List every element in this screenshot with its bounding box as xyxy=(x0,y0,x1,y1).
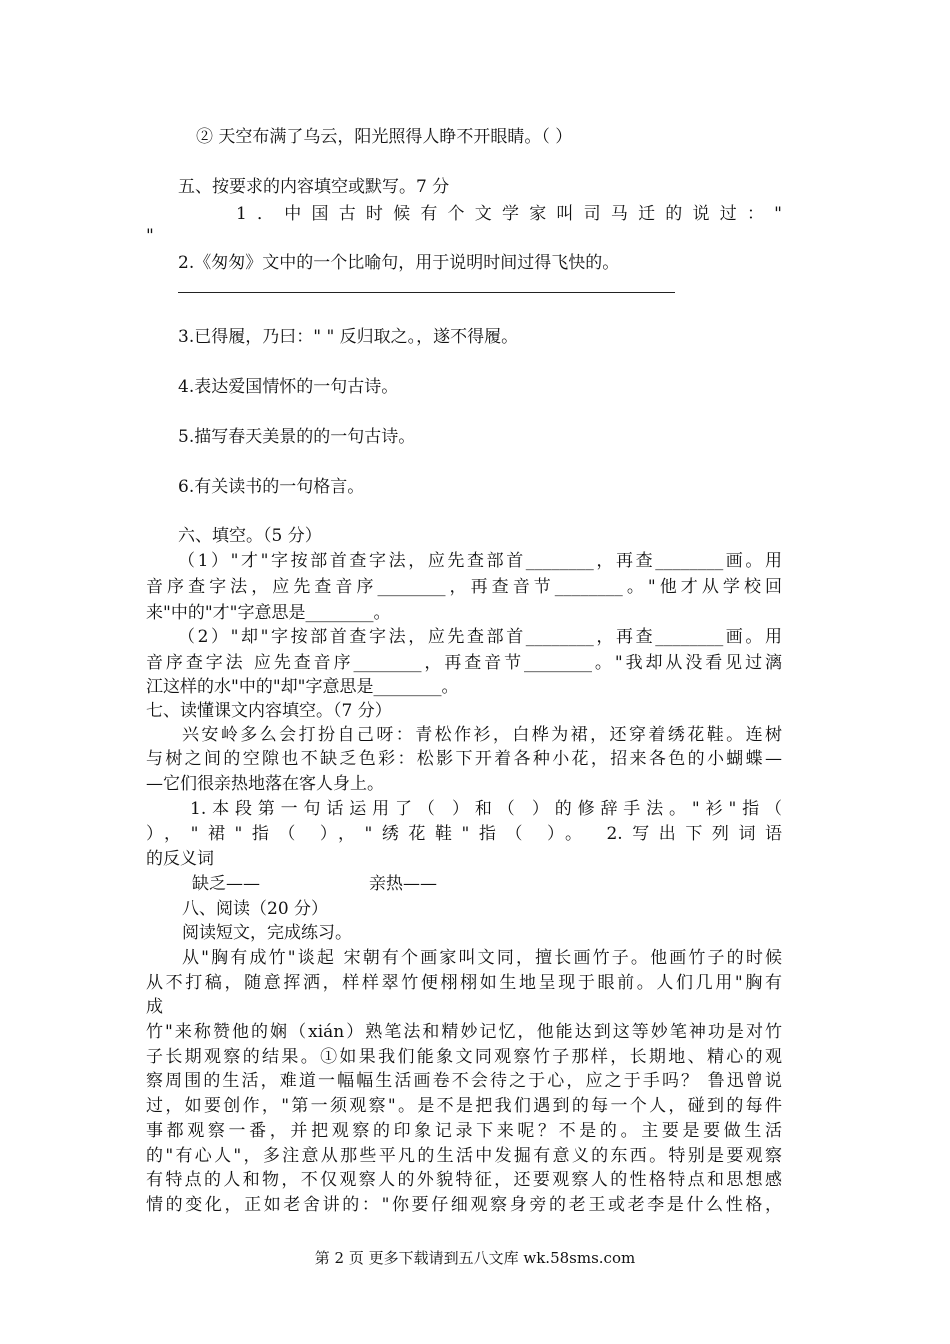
page-footer: 第 2 页 更多下载请到五八文库 wk.58sms.com xyxy=(314,1249,636,1267)
antonym-2: 亲热—— xyxy=(369,874,437,894)
section-7-para-line-2: 与树之间的空隙也不缺乏色彩：松影下开着各种小花，招来各色的小蝴蝶— xyxy=(146,749,782,769)
section-7-question-line-2: ），"裙"指（ ），"绣花鞋"指（ ）。 2.写出下列词语 xyxy=(146,824,782,844)
answer-line[interactable] xyxy=(178,292,675,293)
section-8-title: 八、阅读（20 分） xyxy=(182,899,329,919)
section-5-item-2: 2.《匆匆》文中的一个比喻句，用于说明时间过得飞快的。 xyxy=(178,253,620,273)
passage-line-9: 的"有心人"，多注意从那些平凡的生活中发掘有意义的东西。特别是要观察 xyxy=(146,1146,782,1166)
passage-line-10: 有特点的人和物，不仅观察人的外貌特征，还要观察人的性格特点和思想感 xyxy=(146,1170,782,1190)
section-6-part-2-line-3: 江这样的水"中的"却"字意思是________。 xyxy=(146,677,459,697)
section-7-para-line-3: —它们很亲热地落在客人身上。 xyxy=(146,774,384,794)
section-5-item-3: 3.已得履，乃曰：" " 反归取之。，遂不得履。 xyxy=(178,327,519,347)
passage-line-8: 事都观察一番，并把观察的印象记录下来呢？不是的。主要是要做生活 xyxy=(146,1121,782,1141)
section-6-part-2-line-2: 音序查字法 应先查音序________，再查音节________。"我却从没看见过漓 xyxy=(146,653,782,673)
section-5-item-5: 5.描写春天美景的的一句古诗。 xyxy=(178,427,416,447)
question-4-item-2: ② 天空布满了乌云，阳光照得人睁不开眼睛。（ ） xyxy=(196,127,573,147)
section-8-intro: 阅读短文，完成练习。 xyxy=(182,923,352,943)
section-6-part-2-line-1: （2）"却"字按部首查字法，应先查部首________，再查________画。用 xyxy=(178,627,782,647)
passage-line-7: 过，如要创作，"第一须观察"。是不是把我们遇到的每一个人，碰到的每件 xyxy=(146,1096,782,1116)
section-7-question-line-1: 1.本段第一句话运用了（ ）和（ ）的修辞手法。"衫"指（ xyxy=(190,799,782,819)
passage-line-11: 情的变化，正如老舍讲的："你要仔细观察身旁的老王或老李是什么性格， xyxy=(146,1195,782,1215)
section-5-item-6: 6.有关读书的一句格言。 xyxy=(178,477,365,497)
passage-line-5: 子长期观察的结果。①如果我们能象文同观察竹子那样，长期地、精心的观 xyxy=(146,1047,782,1067)
section-6-part-1-line-1: （1）"才"字按部首查字法，应先查部首________，再查________画。用 xyxy=(178,551,782,571)
passage-line-3: 成 xyxy=(146,997,163,1017)
section-6-part-1-line-2: 音序查字法，应先查音序________，再查音节________。"他才从学校回 xyxy=(146,577,782,597)
section-5-item-1-tail: " xyxy=(146,226,154,246)
section-7-title: 七、读懂课文内容填空。（7 分） xyxy=(146,701,392,721)
passage-line-6: 察周围的生活，难道一幅幅生活画卷不会待之于心，应之于手吗？ 鲁迅曾说 xyxy=(146,1071,782,1091)
section-6-part-1-line-3: 来"中的"才"字意思是________。 xyxy=(146,603,391,623)
antonym-1: 缺乏—— xyxy=(192,874,260,894)
section-7-question-line-3: 的反义词 xyxy=(146,849,214,869)
section-5-item-1: 1．中国古时候有个文学家叫司马迁的说过：" xyxy=(236,204,782,224)
passage-line-2: 从不打稿，随意挥洒，样样翠竹便栩栩如生地呈现于眼前。人们几用"胸有 xyxy=(146,973,782,993)
section-5-title: 五、按要求的内容填空或默写。7 分 xyxy=(178,177,450,197)
section-6-title: 六、填空。（5 分） xyxy=(178,526,322,546)
passage-line-1: 从"胸有成竹"谈起 宋朝有个画家叫文同，擅长画竹子。他画竹子的时候 xyxy=(182,948,782,968)
section-5-item-4: 4.表达爱国情怀的一句古诗。 xyxy=(178,377,399,397)
section-7-para-line-1: 兴安岭多么会打扮自己呀：青松作衫，白桦为裙，还穿着绣花鞋。连树 xyxy=(182,725,782,745)
passage-line-4: 竹"来称赞他的娴（xián）熟笔法和精妙记忆，他能达到这等妙笔神功是对竹 xyxy=(146,1022,782,1042)
